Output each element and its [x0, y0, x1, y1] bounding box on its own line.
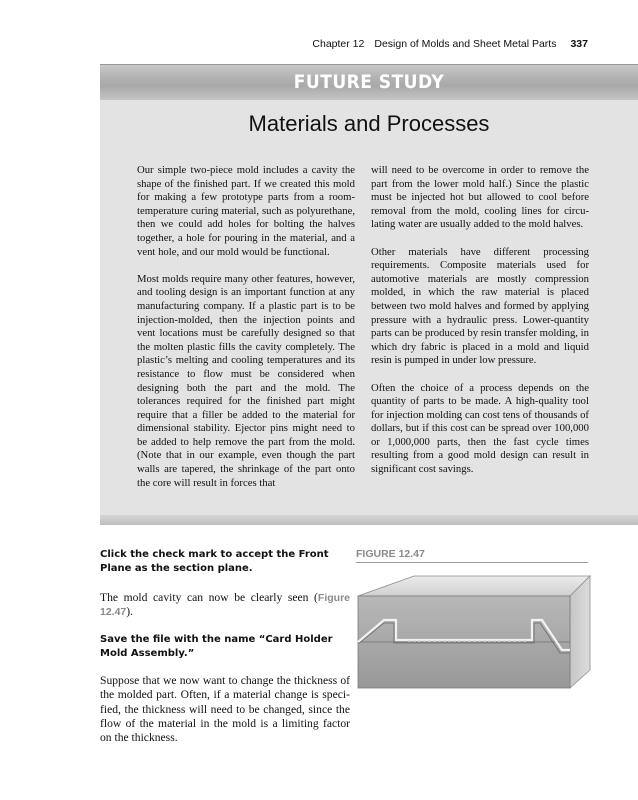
- mold-end-face: [570, 576, 590, 688]
- paragraph: Our simple two-piece mold includes a cavity the shape of the finished part. If we created this mold for making a few prototype parts from a room-temperature curing material, such as polyurethane, then we could add holes for bolting the halves together, a hole for pouring in the material, and a vent hole, and our mold would be functional.: [137, 164, 355, 258]
- box-bottom-rule: [100, 515, 638, 525]
- paragraph: Most molds require many other features, however, and tooling design is an important function at any manufacturing company. If a plastic part is to be injection-molded, then the injection points and vent locations must be carefully designed so that the molten plastic fills the cavity completely. The plastic’s melting and cooling temperatures and its resistance to flow must be considered when designing both the part and the mold. The tolerances required for the finished part might require that a filler be added to the material for dimensional stability. Ejector pins might need to be added to help remove the part from the mold. (Note that in our example, even though the part walls are tapered, the shrinkage of the part onto the core will result in forces that: [137, 272, 355, 489]
- body-paragraph: Suppose that we now want to change the thickness of the molded part. Often, if a material change is specified, the thickness will need to be changed, since the flow of the material in the mold is a limiting factor on the thickness.: [100, 673, 350, 745]
- running-head: [312, 38, 588, 50]
- text: The mold cavity can now be clearly seen (: [100, 591, 318, 604]
- paragraph: will need to be overcome in order to remove the part from the lower mold half.) Since the plastic must be injected hot but allowed to cool before removal from the mold, cooling lines for circulating water are usually added to the mold halves.: [371, 164, 589, 231]
- future-study-banner: [100, 64, 638, 100]
- paragraph: Often the choice of a process depends on the quantity of parts to be made. A high-quality tool for injection molding can cost tens of thousands of dollars, but if this cost can be spread over 100,000 or 1,000,000 parts, then the fast cycle times resulting from a good mold design can result in significant cost savings.: [371, 381, 589, 476]
- chapter-number: Chapter 12: [312, 38, 365, 50]
- body-paragraph: [100, 591, 350, 620]
- right-column: [371, 164, 589, 477]
- step-instruction: Click the check mark to accept the Front Plane as the section plane.: [100, 549, 329, 574]
- future-study-box: [100, 64, 638, 525]
- box-title: Materials and Processes: [248, 111, 490, 136]
- page-number: 337: [570, 38, 588, 50]
- mold-top-face: [358, 576, 590, 596]
- chapter-title: Design of Molds and Sheet Metal Parts: [374, 38, 557, 50]
- banner-title: FUTURE STUDY: [293, 71, 445, 93]
- left-column: [137, 164, 355, 490]
- figure-reference: Figure 12.47: [100, 592, 350, 619]
- paragraph: Other materials have different processing requirements. Composite materials used for automotive materials are mostly compression molded, in which the raw material is placed between two mold halves and formed by applying pressure with a hydraulic press. Lower-quantity parts can be produced by resin transfer molding, in which dry fabric is placed in a mold and liquid resin is pumped in under low pressure.: [371, 245, 589, 367]
- mold-section-figure: [356, 574, 592, 694]
- figure-label: FIGURE 12.47: [356, 548, 588, 563]
- text: ).: [126, 605, 134, 619]
- instruction-column: [100, 548, 350, 746]
- step-instruction: Save the file with the name “Card Holder Mold Assembly.”: [100, 633, 333, 659]
